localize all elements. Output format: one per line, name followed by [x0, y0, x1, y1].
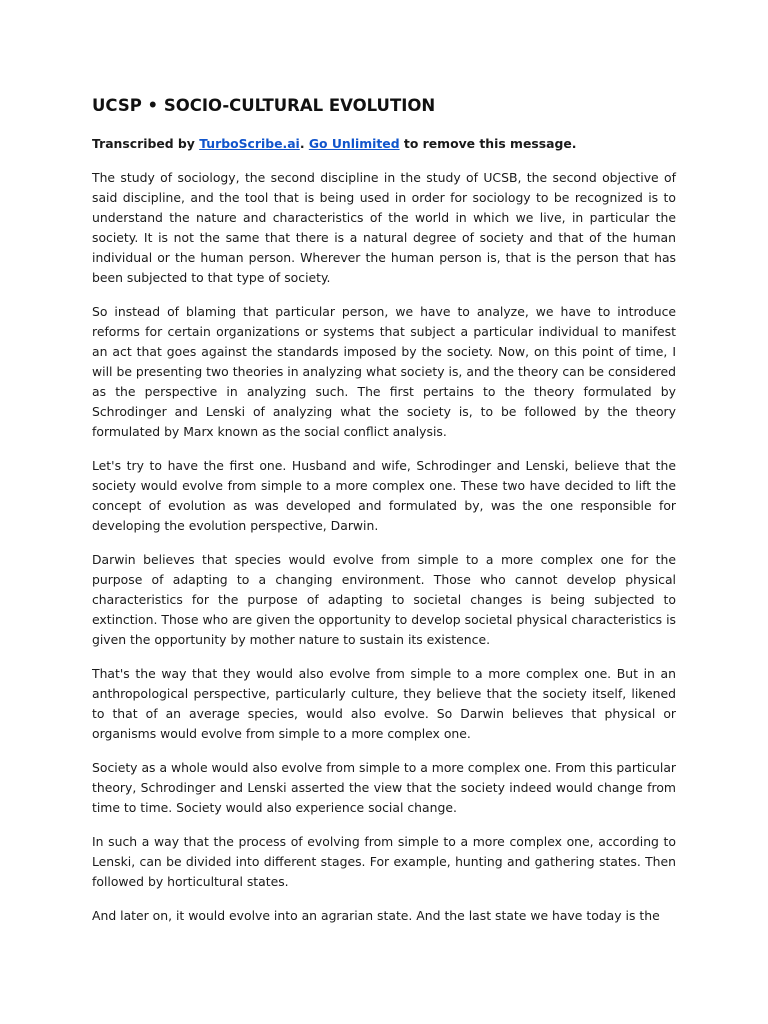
- banner-suffix: to remove this message.: [399, 136, 577, 151]
- paragraph: Society as a whole would also evolve from simple to a more complex one. From this particular theory, Schrodinger and Lenski asserted the view that the society indeed would change from time to time. Society would also experience social change.: [92, 760, 677, 815]
- paragraph: The study of sociology, the second discipline in the study of UCSB, the second objective of said discipline, and the tool that is being used in order for sociology to be recognized is to understand the nature and characteristics of the world in which we live, in particular the society. It is not the same that there is a natural degree of society and that of the human individual or the human person. Wherever the human person is, that is the person that has been subjected to that type of society.: [92, 170, 676, 285]
- banner-separator: .: [299, 136, 309, 151]
- transcription-banner: [92, 134, 676, 154]
- document-title: UCSP • SOCIO-CULTURAL EVOLUTION: [92, 96, 436, 115]
- paragraph: In such a way that the process of evolving from simple to a more complex one, according to Lenski, can be divided into different stages. For example, hunting and gathering states. Then followed by horticultural states.: [92, 834, 676, 889]
- paragraph: So instead of blaming that particular person, we have to analyze, we have to introduce reforms for certain organizations or systems that subject a particular individual to manifest an act that goes against the standards imposed by the society. Now, on this point of time, I will be presenting two theories in analyzing what society is, and the theory can be considered as the perspective in analyzing such. The first pertains to the theory formulated by Schrodinger and Lenski of analyzing what the society is, to be followed by the theory formulated by Marx known as the social conflict analysis.: [92, 304, 676, 439]
- turboscribe-link[interactable]: TurboScribe.ai: [199, 136, 300, 151]
- paragraph: Darwin believes that species would evolve from simple to a more complex one for the purpose of adapting to a changing environment. Those who cannot develop physical characteristics for the purpose of adapting to societal changes is being subjected to extinction. Those who are given the opportunity to develop societal physical characteristics is given the opportunity by mother nature to sustain its existence.: [92, 552, 676, 647]
- go-unlimited-link[interactable]: Go Unlimited: [308, 136, 400, 151]
- document-page: [92, 94, 676, 940]
- paragraph: And later on, it would evolve into an agrarian state. And the last state we have today is the: [92, 908, 660, 923]
- banner-prefix: Transcribed by: [92, 136, 200, 151]
- paragraph: Let's try to have the first one. Husband and wife, Schrodinger and Lenski, believe that the society would evolve from simple to a more complex one. These two have decided to lift the concept of evolution as was developed and formulated by, was the one responsible for developing the evolution perspective, Darwin.: [92, 458, 676, 533]
- paragraph: That's the way that they would also evolve from simple to a more complex one. But in an anthropological perspective, particularly culture, they believe that the society itself, likened to that of an average species, would also evolve. So Darwin believes that physical or organisms would evolve from simple to a more complex one.: [92, 666, 676, 741]
